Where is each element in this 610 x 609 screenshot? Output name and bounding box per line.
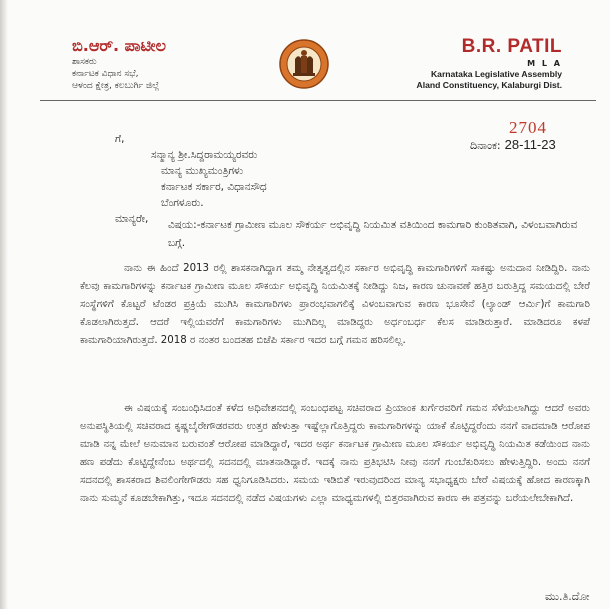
letterhead-english: [402, 36, 562, 91]
date-value: 28-11-23: [504, 137, 556, 152]
letterhead-kannada-constituency: ಆಳಂದ ಕ್ಷೇತ್ರ, ಕಲಬುರ್ಗಿ ಜಿಲ್ಲೆ: [72, 81, 160, 91]
address-line3: ಕರ್ನಾಟಕ ಸರ್ಕಾರ, ವಿಧಾನಸೌಧ: [161, 181, 267, 193]
scan-edge-shadow: [0, 0, 8, 609]
letterhead-kannada-name: ಬಿ.ಆರ್. ಪಾಟೀಲ: [72, 36, 167, 55]
recipient-address: [115, 131, 267, 227]
letterhead-english-assembly: Karnataka Legislative Assembly: [430, 69, 562, 79]
letterhead-english-name: B.R. PATIL: [461, 36, 562, 57]
address-line1: ಸನ್ಮಾನ್ಯ ಶ್ರೀ.ಸಿದ್ದರಾಮಯ್ಯರವರು: [151, 149, 258, 161]
address-to: ಗೆ,: [115, 133, 125, 145]
letterhead-english-title: M L A: [527, 59, 562, 68]
signature-fragment: ಮು.ತಿ.ದೋ: [545, 590, 590, 603]
letterhead-divider: [40, 100, 596, 101]
salutation: ಮಾನ್ಯರೇ,: [115, 213, 149, 225]
letterhead-kannada-assembly: ಕರ್ನಾಟಕ ವಿಧಾನ ಸಭೆ,: [72, 69, 139, 79]
body-paragraph-1: [80, 260, 590, 350]
subject-line: ವಿಷಯ:-ಕರ್ನಾಟಕ ಗ್ರಾಮೀಣ ಮೂಲ ಸೌಕರ್ಯ ಅಭಿವೃದ್ಧಿ ನಿಯಮಿತ ವತಿಯಿಂದ ಕಾಮಗಾರಿ ಕುಂಠಿತವಾಗಿ, ವಿಳಂಬವಾಗಿರುವ ಬಗ್ಗೆ.: [168, 219, 578, 249]
date-label: ದಿನಾಂಕ:: [470, 139, 501, 152]
reference-number: 2704: [509, 118, 547, 137]
address-line4: ಬೆಂಗಳೂರು.: [161, 197, 204, 209]
letterhead-kannada: [72, 36, 262, 92]
address-line2: ಮಾನ್ಯ ಮುಖ್ಯಮಂತ್ರಿಗಳು: [161, 165, 244, 177]
letterhead-kannada-title: ಶಾಸಕರು: [72, 57, 97, 67]
body-paragraph-2: [80, 400, 590, 508]
date-line: [470, 137, 556, 153]
karnataka-emblem-icon: [279, 37, 329, 91]
paragraph-2-text: ಈ ವಿಷಯಕ್ಕೆ ಸಂಬಂಧಿಸಿದಂತೆ ಕಳೆದ ಅಧಿವೇಶನದಲ್ಲಿ ಸಂಬಂಧಪಟ್ಟ ಸಚಿವರಾದ ಪ್ರಿಯಾಂಕ ಖರ್ಗೆರವರಿಗೆ ಗಮನ ಸೆಳೆಯಲಾಗಿದ್ದು ಆದರೆ ಅವರು ಅನುಪಸ್ಥಿತಿಯಲ್ಲಿ ಸಚಿವರಾದ ಕೃಷ್ಣಬೈರೇಗೌಡರವರು ಉತ್ತರ ಹೇಳುತ್ತಾ ಇಷ್ಟೆಲ್ಲಾಗೊತ್ತಿದ್ದರು ಕಾಮಗಾರಿಗಳನ್ನು ಯಾಕೆ ಕೊಟ್ಟಿದ್ದರೆಂದು ನನಗೆ ವಾದಮಾಡಿ ಆರೋಪ ಮಾಡಿ ನನ್ನ ಮೇಲೆ ಅನುಮಾನ ಬರುವಂತೆ ಆರೋಪ ಮಾಡಿದ್ದಾರೆ, ಇದರ ಅರ್ಥ ಕರ್ನಾಟಕ ಗ್ರಾಮೀಣ ಮೂಲ ಸೌಕರ್ಯ ಅಭಿವೃದ್ಧಿ ನಿಯಮಿತ ಕಡೆಯಿಂದ ನಾನು ಹಣ ಪಡೆದು ಕೊಟ್ಟಿದ್ದೇನೆಂಬ ಅರ್ಥದಲ್ಲಿ ಸದನದಲ್ಲಿ ಮಾತನಾಡಿದ್ದಾರೆ. ಇದಕ್ಕೆ ನಾನು ಪ್ರತಿಭಟಿಸಿ ನೀವು ನನಗೆ ಗುಂಬೆಕುರಿಸಲು ಹೇಳುತ್ತಿದ್ದಿರಿ. ಅಂದು ನನಗೆ ಸದನದಲ್ಲಿ ಶಾಸಕರಾದ ಶಿವಲಿಂಗೇಗೌಡರು ಸಹ ಧ್ವನಿಗೂಡಿಸಿದರು. ಸಮಯ ಇಡಿಬಿತೆ ಇರುವುದರಿಂದ ಮಾನ್ಯ ಸಭಾಧ್ಯಕ್ಷರು ಬೇರೆ ವಿಷಯಕ್ಕೆ ಹೋದ ಕಾರಣಕ್ಕಾಗಿ ನಾನು ಸುಮ್ಮನೆ ಕೂಡಬೇಕಾಗಿತ್ತು, ಇದೂ ಸದನದಲ್ಲಿ ನಡೆದ ವಿಷಯಗಳು ಎಲ್ಲಾ ಮಾಧ್ಯಮಗಳಲ್ಲಿ ಬಿತ್ತರವಾಗಿರುವ ಕಾರಣ ಈ ಪತ್ರವನ್ನು ಬರೆಯಲೇಬೇಕಾಗಿದೆ.: [80, 403, 590, 504]
letterhead-english-constituency: Aland Constituency, Kalaburgi Dist.: [416, 80, 562, 90]
paragraph-1-text: ನಾನು ಈ ಹಿಂದೆ 2013 ರಲ್ಲಿ ಶಾಸಕನಾಗಿದ್ದಾಗ ತಮ್ಮ ನೇತೃತ್ವದಲ್ಲಿನ ಸರ್ಕಾರ ಅಭಿವೃದ್ಧಿ ಕಾಮಗಾರಿಗಳಿಗೆ ಸಾಕಷ್ಟು ಅನುದಾನ ನೀಡಿದ್ದಿರಿ. ನಾನು ಕೆಲವು ಕಾಮಗಾರಿಗಳನ್ನು ಕರ್ನಾಟಕ ಗ್ರಾಮೀಣ ಮೂಲ ಸೌಕರ್ಯ ಅಭಿವೃದ್ಧಿ ನಿಯಮಿತಕ್ಕೆ ನೀಡಿದ್ದು ನಿಜ, ಕಾರಣ ಚುನಾವಣೆ ಹತ್ತಿರ ಬರುತ್ತಿದ್ದ ಸಮಯದಲ್ಲಿ ಬೇರೆ ಸಂಸ್ಥೆಗಳಿಗೆ ಕೊಟ್ಟರೆ ಟೆಂಡರ ಪ್ರಕ್ರಿಯೆ ಮುಗಿಸಿ ಕಾಮಗಾರಿಗಳು ಪ್ರಾರಂಭವಾಗಲಿಕ್ಕೆ ವಿಳಂಬವಾಗುವ ಕಾರಣ ಭೂಸೇನೆ (ಲ್ಯಾಂಡ್ ಆರ್ಮಿ)ಗೆ ಕಾಮಗಾರಿ ಕೊಡಲಾಗಿರುತ್ತದೆ. ಆದರೆ ಇಲ್ಲಿಯವರೆಗೆ ಕಾಮಗಾರಿಗಳು ಮುಗಿದಿಲ್ಲ ಮಾಡಿದ್ದರು ಅರ್ಧಂಬರ್ಧ ಕೆಲಸ ಮಾಡಿರುತ್ತಾರೆ. ಮಾಡಿದರೂ ಕಳಪೆ ಕಾಮಗಾರಿಯಾಗಿರುತ್ತದೆ. 2018 ರ ನಂತರ ಬಂದತಹ ಬಿಜೆಪಿ ಸರ್ಕಾರ ಇದರ ಬಗ್ಗೆ ಗಮನ ಹರಿಸಲಿಲ್ಲ.: [80, 263, 590, 346]
